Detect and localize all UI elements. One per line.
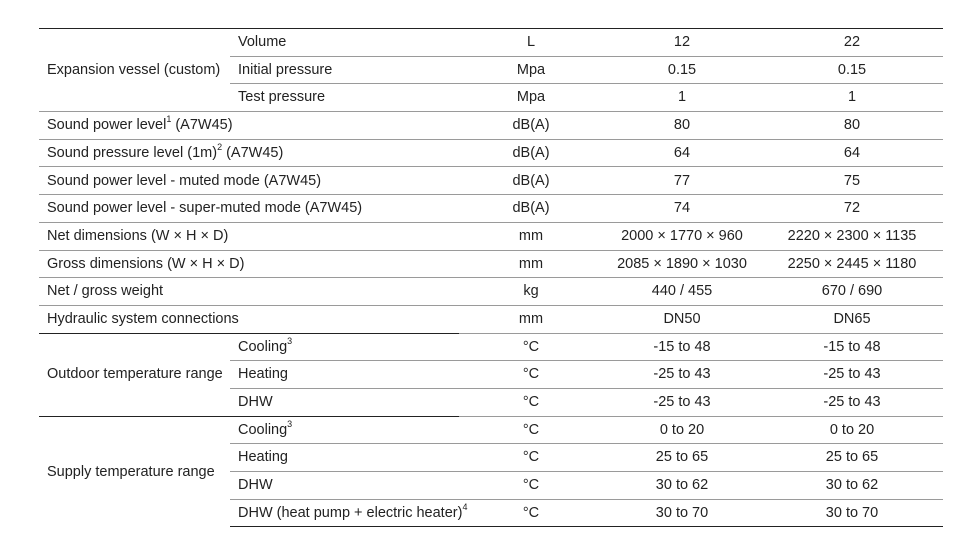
row-label: Sound power level - muted mode (A7W45) (39, 167, 459, 195)
footnote-mark: 1 (166, 114, 172, 125)
label-suffix: (A7W45) (222, 144, 284, 161)
value-cell-a: -25 to 43 (603, 388, 761, 416)
value-cell-b: 25 to 65 (761, 444, 943, 472)
unit-cell: °C (459, 416, 603, 444)
unit-cell: dB(A) (459, 195, 603, 223)
value-cell-b: 80 (761, 112, 943, 140)
unit-cell: Mpa (459, 84, 603, 112)
value-cell-b: 2220 × 2300 × 1135 (761, 222, 943, 250)
footnote-mark: 3 (287, 335, 293, 346)
value-cell-a: -15 to 48 (603, 333, 761, 361)
value-cell-b: 2250 × 2445 × 1180 (761, 250, 943, 278)
value-cell-a: 25 to 65 (603, 444, 761, 472)
table-row (39, 305, 943, 333)
value-cell-a: 12 (603, 29, 761, 57)
value-cell-b: 75 (761, 167, 943, 195)
row-label: Net / gross weight (39, 278, 459, 306)
value-cell-b: -25 to 43 (761, 388, 943, 416)
param-label: Heating (230, 444, 459, 472)
footnote-mark: 3 (287, 418, 293, 429)
row-label: Gross dimensions (W × H × D) (39, 250, 459, 278)
param-text: Cooling (238, 338, 288, 355)
value-cell-a: 440 / 455 (603, 278, 761, 306)
unit-cell: L (459, 29, 603, 57)
param-label: DHW (230, 472, 459, 500)
row-label (39, 139, 459, 167)
unit-cell: mm (459, 222, 603, 250)
table-row (39, 416, 943, 444)
value-cell-a: -25 to 43 (603, 361, 761, 389)
row-label (39, 112, 459, 140)
value-cell-b: 22 (761, 29, 943, 57)
table-row (39, 333, 943, 361)
row-label: Net dimensions (W × H × D) (39, 222, 459, 250)
table-row (39, 112, 943, 140)
table-row (39, 167, 943, 195)
unit-cell: kg (459, 278, 603, 306)
value-cell-a: 0 to 20 (603, 416, 761, 444)
unit-cell: °C (459, 444, 603, 472)
value-cell-b: 0 to 20 (761, 416, 943, 444)
param-text: DHW (heat pump + electric heater) (238, 504, 463, 521)
row-label: Sound power level - super-muted mode (A7W45) (39, 195, 459, 223)
value-cell-a: DN50 (603, 305, 761, 333)
expansion-vessel-label: Expansion vessel (custom) (39, 29, 230, 112)
param-label: Initial pressure (230, 56, 459, 84)
value-cell-b: -15 to 48 (761, 333, 943, 361)
value-cell-b: 0.15 (761, 56, 943, 84)
value-cell-a: 30 to 62 (603, 472, 761, 500)
param-label (230, 499, 468, 527)
value-cell-b: 72 (761, 195, 943, 223)
unit-cell: °C (459, 333, 603, 361)
footnote-mark: 4 (462, 501, 468, 512)
table-row (39, 250, 943, 278)
param-label: Test pressure (230, 84, 459, 112)
spec-table (39, 28, 943, 527)
value-cell-a: 74 (603, 195, 761, 223)
param-label: Heating (230, 361, 459, 389)
param-label (230, 333, 459, 361)
unit-cell: dB(A) (459, 167, 603, 195)
table-row (39, 195, 943, 223)
unit-cell: °C (459, 361, 603, 389)
param-label: DHW (230, 388, 459, 416)
unit-cell: °C (459, 472, 603, 500)
unit-cell: °C (459, 388, 603, 416)
value-cell-a: 64 (603, 139, 761, 167)
value-cell-b: 30 to 62 (761, 472, 943, 500)
value-cell-a: 1 (603, 84, 761, 112)
value-cell-a: 30 to 70 (603, 499, 761, 527)
value-cell-b: 1 (761, 84, 943, 112)
footnote-mark: 2 (217, 142, 223, 153)
table-row (39, 222, 943, 250)
value-cell-b: 64 (761, 139, 943, 167)
unit-cell: mm (459, 250, 603, 278)
table-row (39, 278, 943, 306)
unit-cell: Mpa (459, 56, 603, 84)
value-cell-a: 77 (603, 167, 761, 195)
value-cell-b: 670 / 690 (761, 278, 943, 306)
value-cell-a: 0.15 (603, 56, 761, 84)
label-suffix: (A7W45) (171, 117, 233, 134)
unit-cell: dB(A) (459, 112, 603, 140)
value-cell-a: 80 (603, 112, 761, 140)
value-cell-a: 2000 × 1770 × 960 (603, 222, 761, 250)
value-cell-b: 30 to 70 (761, 499, 943, 527)
unit-cell: °C (459, 499, 603, 527)
value-cell-a: 2085 × 1890 × 1030 (603, 250, 761, 278)
outdoor-temperature-label: Outdoor temperature range (39, 333, 230, 416)
row-label: Hydraulic system connections (39, 305, 459, 333)
table-row (39, 29, 943, 57)
unit-cell: dB(A) (459, 139, 603, 167)
supply-temperature-label: Supply temperature range (39, 416, 230, 527)
param-text: Cooling (238, 421, 288, 438)
value-cell-b: DN65 (761, 305, 943, 333)
label-text: Sound power level (47, 117, 167, 134)
param-label (230, 416, 459, 444)
label-text: Sound pressure level (1m) (47, 144, 218, 161)
value-cell-b: -25 to 43 (761, 361, 943, 389)
unit-cell: mm (459, 305, 603, 333)
param-label: Volume (230, 29, 459, 57)
table-row (39, 139, 943, 167)
